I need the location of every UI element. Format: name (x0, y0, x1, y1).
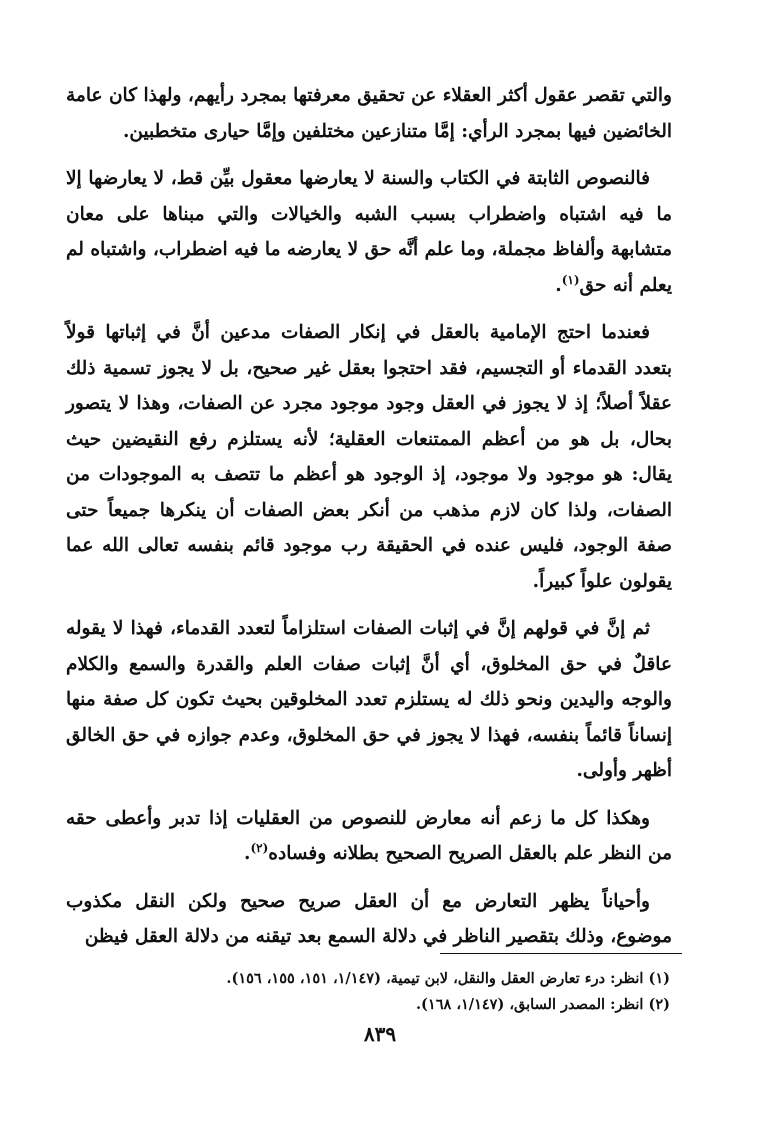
paragraph (66, 315, 672, 599)
footnote-marker[interactable]: (١) (561, 272, 580, 287)
paragraph (66, 78, 672, 149)
paragraph-text: والتي تقصر عقول أكثر العقلاء عن تحقيق معرفتها بمجرد رأيهم، ولهذا كان عامة الخائضين فيها بمجرد الرأي: إمَّا متنازعين مختلفين وإمَّا حيارى متخطبين. (66, 85, 672, 142)
paragraph-text: فالنصوص الثابتة في الكتاب والسنة لا يعارضها معقول بيِّن قط، لا يعارضها إلا ما فيه اشتباه واضطراب بسبب الشبه والخيالات والتي مبناها على معان متشابهة وألفاظ مجملة، وما علم أنَّه حق لا يعارضه ما فيه اضطراب، واشتباه لم يعلم أنه حق (66, 168, 672, 296)
footnote-divider (440, 953, 682, 954)
paragraph-text: وهكذا كل ما زعم أنه معارض للنصوص من العقليات إذا تدبر وأعطى حقه من النظر علم بالعقل الصريح الصحيح بطلانه وفساده (66, 807, 672, 864)
footnote-1: (١) انظر: درء تعارض العقل والنقل، لابن تيمية، (١/١٤٧، ١٥١، ١٥٥، ١٥٦). (226, 970, 670, 987)
body-text (66, 78, 672, 955)
footnote-marker[interactable]: (٢) (250, 840, 269, 855)
page-number: ٨٣٩ (363, 1022, 397, 1046)
paragraph-text: وأحياناً يظهر التعارض مع أن العقل صريح صحيح ولكن النقل مكذوب موضوع، وذلك بتقصير الناظر في دلالة السمع بعد تيقنه من دلالة العقل فيظن (66, 890, 672, 947)
footnotes (66, 966, 670, 1018)
paragraph: وهكذا كل ما زعم أنه معارض للنصوص من العقليات إذا تدبر وأعطى حقه من النظر علم بالعقل الصريح الصحيح بطلانه وفساده$^{(٢)}$. (66, 807, 672, 864)
paragraph: فالنصوص الثابتة في الكتاب والسنة لا يعارضها معقول بيِّن قط، لا يعارضها إلا ما فيه اشتباه واضطراب بسبب الشبه والخيالات والتي مبناها على معان متشابهة وألفاظ مجملة، وما علم أنَّه حق لا يعارضه ما فيه اضطراب، واشتباه لم يعلم أنه حق$^{(١)}$. (66, 168, 672, 296)
footnote-2: (٢) انظر: المصدر السابق، (١/١٤٧، ١٦٨). (415, 996, 670, 1013)
paragraph (66, 884, 672, 955)
paragraph-text: ثم إنَّ في قولهم إنَّ في إثبات الصفات استلزاماً لتعدد القدماء، فهذا لا يقوله عاقلٌ في حق المخلوق، أي أنَّ إثبات صفات العلم والقدرة والسمع والكلام والوجه واليدين ونحو ذلك له يستلزم تعدد المخلوقين بحيث تكون كل صفة منها إنساناً قائماً بنفسه، فهذا لا يجوز في حق المخلوق، وعدم جوازه في حق الخالق أظهر وأولى. (66, 618, 672, 781)
paragraph-text: فعندما احتج الإمامية بالعقل في إنكار الصفات مدعين أنَّ في إثباتها قولاً بتعدد القدماء أو التجسيم، فقد احتجوا بعقل غير صحيح، بل لا يجوز تسمية ذلك عقلاً أصلاً؛ إذ لا يجوز في العقل وجود موجود مجرد عن الصفات، وهذا لا يتصور بحال، بل هو من أعظم الممتنعات العقلية؛ لأنه يستلزم رفع النقيضين حيث يقال: هو موجود ولا موجود، إذ الوجود هو أعظم ما تتصف به الموجودات من الصفات، ولذا كان لازم مذهب من أنكر بعض الصفات أن ينكرها جميعاً حتى صفة الوجود، فليس عنده في الحقيقة رب موجود قائم بنفسه تعالى الله عما يقولون علواً كبيراً. (66, 322, 672, 592)
paragraph (66, 611, 672, 789)
